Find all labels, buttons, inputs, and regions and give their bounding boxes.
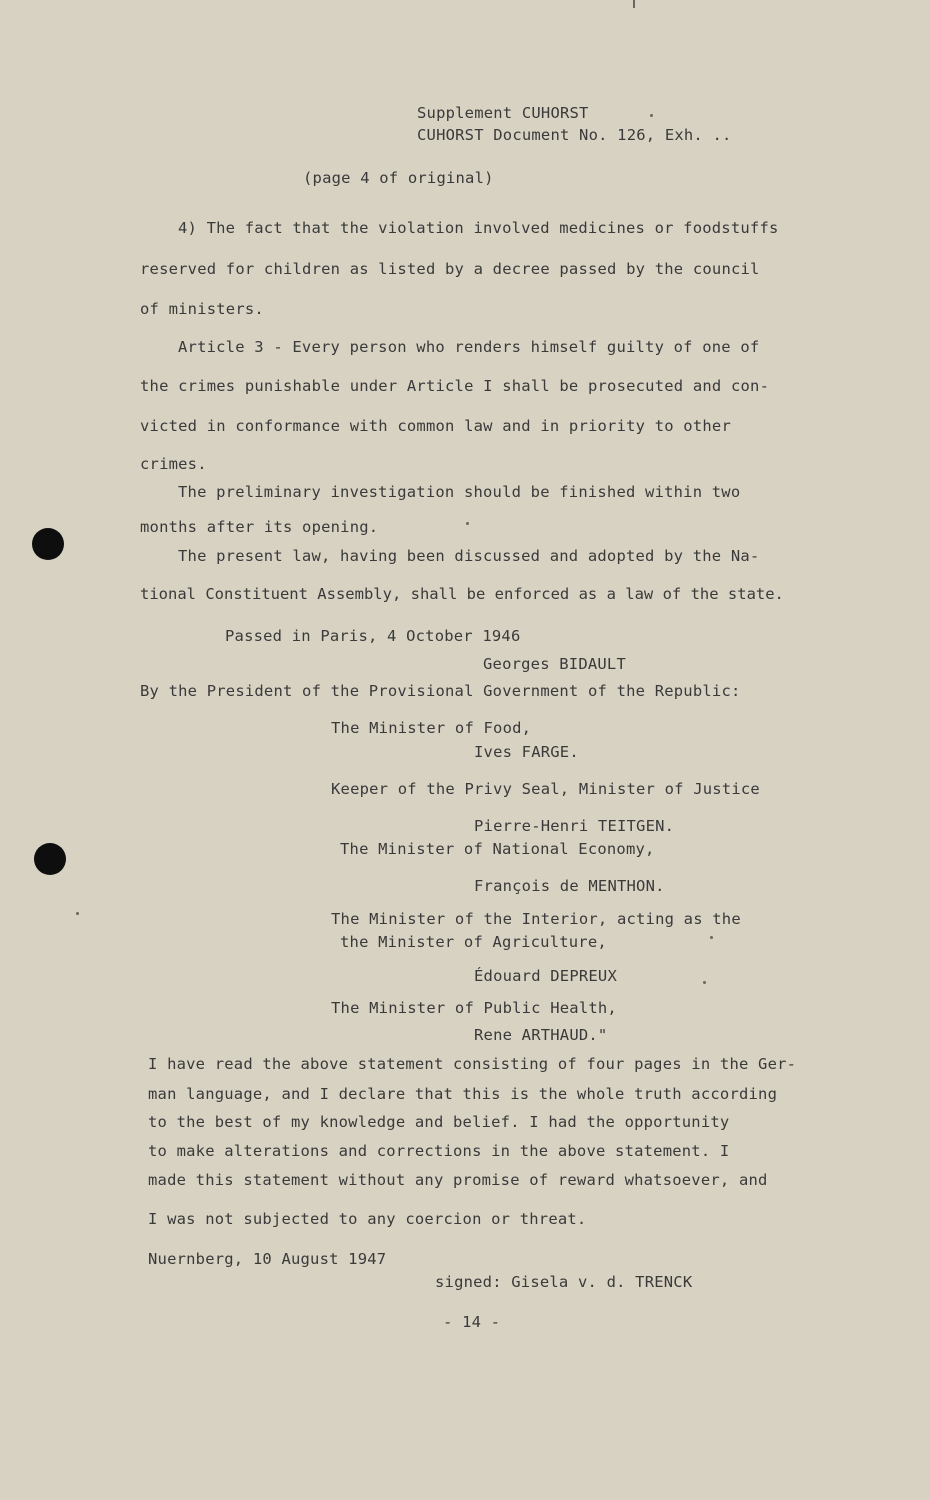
body-line: Article 3 - Every person who renders himself guilty of one of [178, 338, 760, 356]
signature-line: signed: Gisela v. d. TRENCK [435, 1273, 693, 1291]
paper-speck [633, 0, 635, 8]
paper-speck [703, 981, 706, 984]
body-line: The preliminary investigation should be finished within two [178, 483, 741, 501]
minister-name: Pierre-Henri TEITGEN. [474, 817, 675, 835]
page-reference: (page 4 of original) [303, 169, 494, 187]
body-line: The present law, having been discussed and adopted by the Na- [178, 547, 760, 565]
paper-speck [650, 114, 653, 117]
minister-name: François de MENTHON. [474, 877, 665, 895]
minister-title: The Minister of Public Health, [331, 999, 617, 1017]
paper-speck [76, 912, 79, 915]
body-line: tional Constituent Assembly, shall be enforced as a law of the state. [140, 585, 784, 603]
minister-title: Keeper of the Privy Seal, Minister of Justice [331, 780, 760, 798]
header-line-2: CUHORST Document No. 126, Exh. .. [417, 126, 732, 144]
punch-hole-top [32, 528, 64, 560]
paper-speck [466, 522, 469, 525]
minister-name: Édouard DEPREUX [474, 967, 617, 985]
by-line: By the President of the Provisional Government of the Republic: [140, 682, 741, 700]
body-line: victed in conformance with common law and in priority to other [140, 417, 731, 435]
declaration-line: to the best of my knowledge and belief. I had the opportunity [148, 1113, 730, 1131]
minister-name: Rene ARTHAUD." [474, 1026, 608, 1044]
minister-name: Ives FARGE. [474, 743, 579, 761]
punch-hole-bottom [34, 843, 66, 875]
minister-title: The Minister of the Interior, acting as the [331, 910, 741, 928]
page-number: - 14 - [443, 1313, 501, 1331]
body-line: 4) The fact that the violation involved medicines or foodstuffs [178, 219, 779, 237]
declaration-line: to make alterations and corrections in the above statement. I [148, 1142, 730, 1160]
paper-speck [710, 936, 713, 939]
declaration-line: man language, and I declare that this is the whole truth according [148, 1085, 778, 1103]
minister-title: the Minister of Agriculture, [340, 933, 607, 951]
body-line: crimes. [140, 455, 207, 473]
minister-title: The Minister of Food, [331, 719, 532, 737]
declaration-line: I was not subjected to any coercion or threat. [148, 1210, 587, 1228]
signer-main: Georges BIDAULT [483, 655, 626, 673]
passed-line: Passed in Paris, 4 October 1946 [225, 627, 521, 645]
minister-title: The Minister of National Economy, [340, 840, 655, 858]
declaration-line: made this statement without any promise of reward whatsoever, and [148, 1171, 768, 1189]
body-line: of ministers. [140, 300, 264, 318]
place-date: Nuernberg, 10 August 1947 [148, 1250, 387, 1268]
body-line: the crimes punishable under Article I shall be prosecuted and con- [140, 377, 770, 395]
declaration-line: I have read the above statement consisting of four pages in the Ger- [148, 1055, 797, 1073]
body-line: reserved for children as listed by a decree passed by the council [140, 260, 760, 278]
header-line-1: Supplement CUHORST [417, 104, 589, 122]
body-line: months after its opening. [140, 518, 379, 536]
